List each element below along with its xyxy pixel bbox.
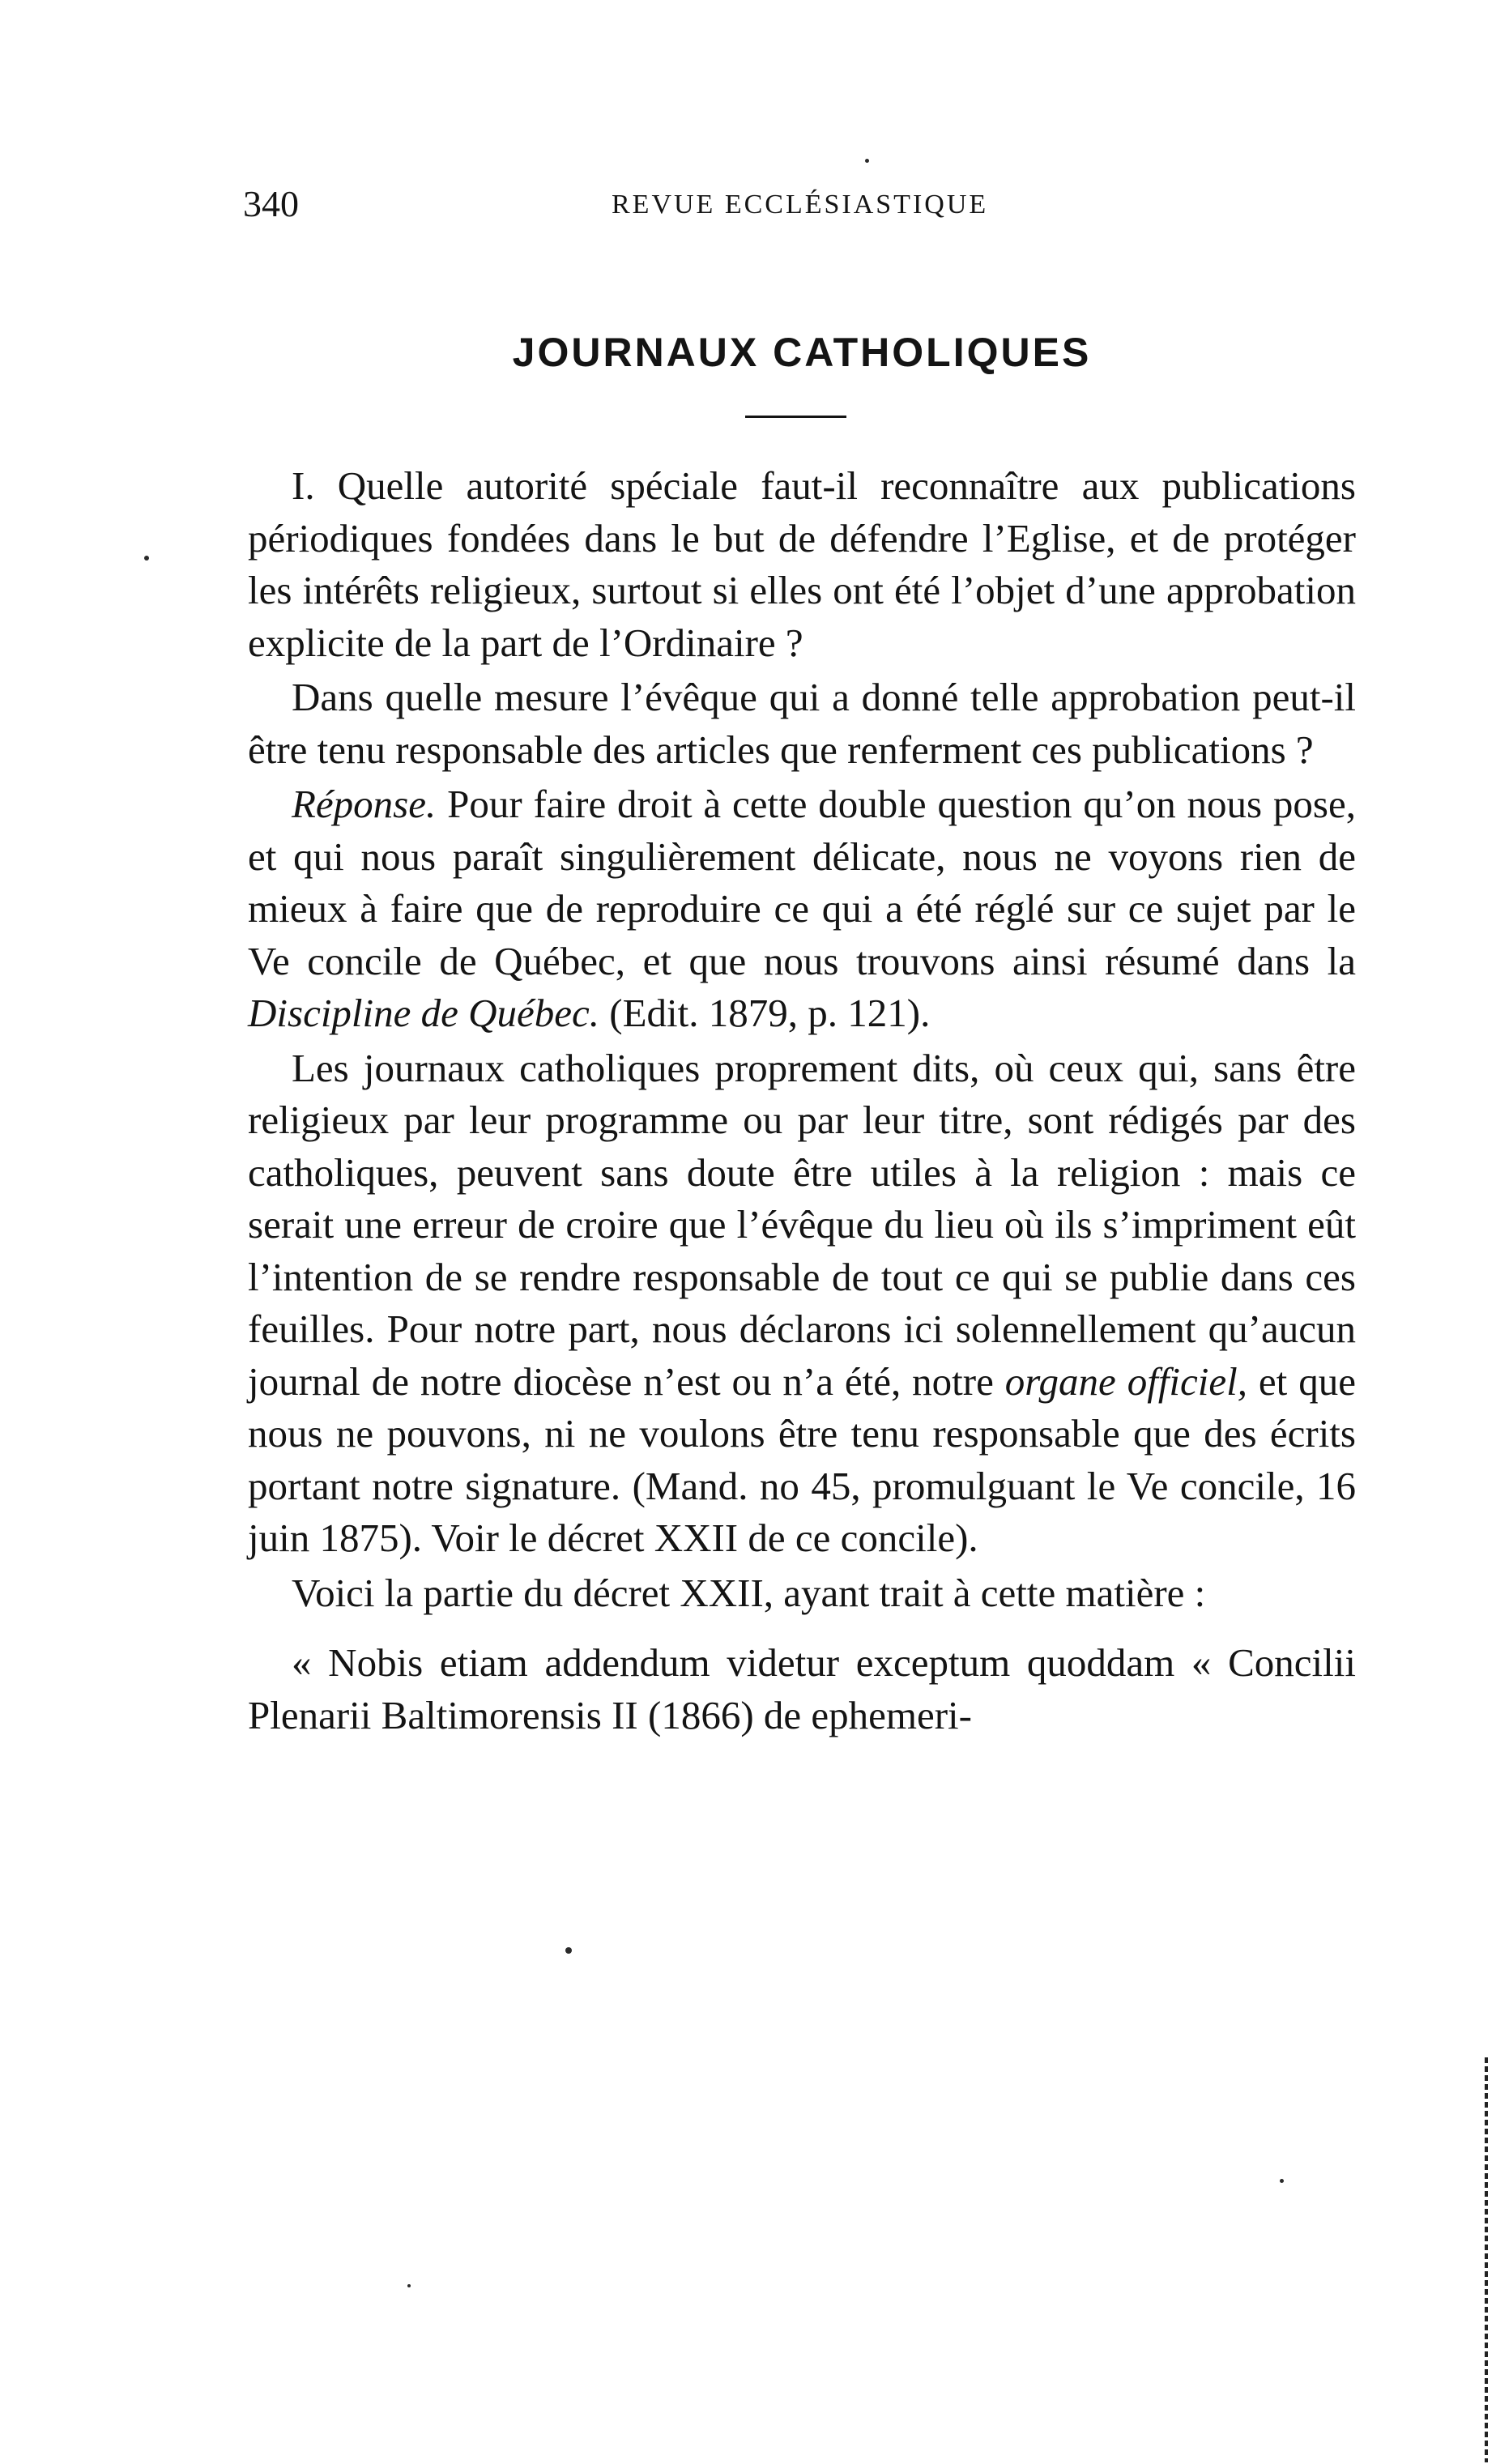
paragraph-question-2: Dans quelle mesure l’évêque qui a donné telle approbation peut-il être tenu responsable des articles que renferment ces publications ? bbox=[248, 675, 1356, 772]
running-title: REVUE ECCLÉSIASTIQUE bbox=[612, 190, 989, 220]
scan-speck bbox=[144, 556, 149, 561]
page-number: 340 bbox=[243, 183, 299, 224]
paragraph-reponse bbox=[248, 778, 1356, 1040]
scan-binding-edge bbox=[1485, 2057, 1488, 2462]
journaux-text-end: et que nous ne pouvons, ni ne voulons être tenu responsable que des écrits portant notre signature. (Mand. no 45, promulguant le Ve concile, 16 juin 1875). Voir le décret XXII de ce concile). bbox=[248, 1358, 1356, 1560]
paragraph-journaux bbox=[248, 1042, 1356, 1565]
reponse-label: Réponse. bbox=[292, 782, 437, 826]
paragraph-question-1: I. Quelle autorité spéciale faut-il reconnaître aux publications périodiques fondées dans le but de défendre l’Eglise, et de protéger les intérêts religieux, surtout si elles ont été l’objet d’une approbation explicite de la part de l’Ordinaire ? bbox=[248, 463, 1356, 665]
reponse-reference-title: Discipline de Québec. bbox=[248, 991, 600, 1035]
scan-speck bbox=[865, 159, 869, 163]
reponse-text: Pour faire droit à cette double question qu’on nous pose, et qui nous paraît singulièrement délicate, nous ne voyons rien de mieux à faire que de reproduire ce qui a été réglé sur ce sujet par le Ve concile de Québec, et que nous trouvons ainsi résumé dans la bbox=[248, 782, 1356, 983]
title-rule bbox=[745, 416, 846, 418]
journaux-text-start: Les journaux catholiques proprement dits, où ceux qui, sans être religieux par leur programme ou par leur titre, sont rédigés par des catholiques, peuvent sans doute être utiles à la religion : mais ce serait une erreur de croire que l’évêque du lieu où ils s’impriment eût l’intention de se rendre responsable de tout ce qui se publie dans ces feuilles. Pour notre part, nous déclarons ici solennellement qu’aucun journal de notre diocèse n’est ou n’a été, notre bbox=[248, 1045, 1356, 1404]
scan-speck bbox=[565, 1947, 572, 1954]
journaux-organe-officiel: organe officiel, bbox=[1004, 1358, 1248, 1404]
reponse-reference-edition: (Edit. 1879, p. 121). bbox=[599, 991, 931, 1035]
scan-speck bbox=[407, 2284, 411, 2287]
scan-speck bbox=[1280, 2179, 1284, 2183]
paragraph-voici: Voici la partie du décret XXII, ayant trait à cette matière : bbox=[292, 1570, 1206, 1615]
article-title: JOURNAUX CATHOLIQUES bbox=[512, 330, 1092, 375]
running-head bbox=[243, 180, 1345, 228]
paragraph-latin-quote: « Nobis etiam addendum videtur exceptum quoddam « Concilii Plenarii Baltimorensis II (1866) de ephemeri- bbox=[248, 1640, 1356, 1737]
article-body bbox=[248, 460, 1356, 1741]
